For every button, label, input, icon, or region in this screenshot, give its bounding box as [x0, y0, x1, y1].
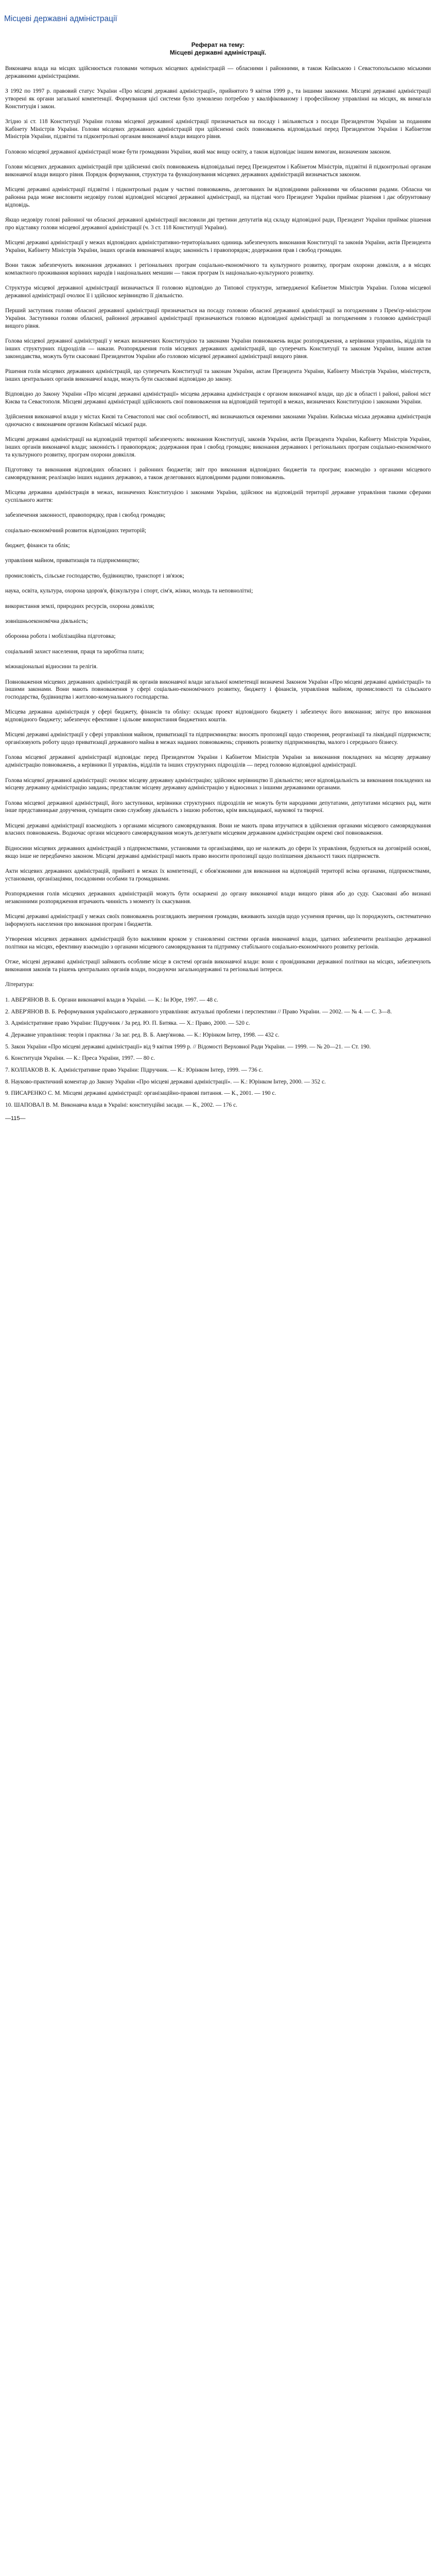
heading-line-2: Місцеві державні адміністрації. — [169, 49, 267, 56]
literature-item: 6. Конституція України. — К.: Преса України, 1997. — 80 с. — [5, 1055, 155, 1062]
paragraph: З 1992 по 1997 р. правовий статус України «Про місцеві державні адміністрації», прийнятого 9 квітня 1999 р., та іншими законами. Місцеві державні адміністрації утворені як органи загальної компетенції. Формування цієї системи було зумовлено потребою у кваліфікованому і професійному управлінні на місцях, як вимагала Конституція і закон. — [5, 88, 431, 110]
literature-heading: Література: — [5, 981, 34, 988]
paragraph: Місцева державна адміністрація у сфері бюджету, фінансів та обліку: складає проект відповідного бюджету і забезпечує його виконання; звітує про виконання відповідного бюджету; забезпечує ефективне і цільове використання бюджетних коштів. — [5, 709, 431, 723]
paragraph: Відповідно до Закону України «Про місцеві державні адміністрації» місцева державна адміністрація є органом виконавчої влади, що діє в області і районі, районі міст Києва та Севастополя. Місцеві державні адміністрації здійснюють свої повноваження на відповідній території в межах, визначених Конституцією і законами України. — [5, 391, 431, 405]
paragraphs — [5, 65, 431, 974]
paragraph: Відносини місцевих державних адміністрацій з підприємствами, установами та організаціями, що не належать до сфери їх управління, будуються на договірній основі, якщо інше не передбачено законом. Місцеві державні адміністрації мають право вносити пропозиції щодо поліпшення діяльності таких підприємств. — [5, 845, 431, 859]
page-title: Місцеві державні адміністрації — [4, 14, 117, 23]
literature-list — [5, 996, 431, 1109]
paragraph: міжнаціональні відносини та релігія. — [5, 664, 98, 670]
paragraph: Згідно зі ст. 118 Конституції України голова місцевої державної адміністрації призначається на посаду і звільняється з посади Президентом України за поданням Кабінету Міністрів України. Голови місцевих державних адміністрацій при здійсненні своїх повноважень відповідальні перед Президентом України і Кабінетом Міністрів України, підзвітні та підконтрольні органам виконавчої влади вищого рівня. — [5, 118, 431, 140]
paragraph: наука, освіта, культура, охорона здоров'я, фізкультура і спорт, сім'я, жінки, молодь та неповнолітні; — [5, 588, 253, 595]
paragraph: Місцеві державні адміністрації у сфері управління майном, приватизації та підприємництва: вносять пропозиції щодо створення, реорганізації та ліквідації підприємств; організовують роботу щодо приватизації державного майна в межах наданих повноважень; сприяють розвитку підприємництва, малого і середнього бізнесу. — [5, 732, 431, 746]
paragraph: зовнішньоекономічна діяльність; — [5, 618, 88, 624]
paragraph: Вони також забезпечують виконання державних і регіональних програм соціально-економічного та культурного розвитку, програм охорони довкілля, а в місцях компактного проживання корінних народів і національних меншин — також програм їх національно-культурного розвитку. — [5, 262, 431, 276]
document-heading — [5, 41, 431, 57]
heading-line-1: Реферат на тему: — [191, 41, 245, 48]
paragraph: управління майном, приватизація та підприємництво; — [5, 557, 139, 564]
literature-item: 8. Науково-практичний коментар до Закону України «Про місцеві державні адміністрації». — К.: Юрінком Інтер, 2000. — 352 с. — [5, 1078, 326, 1085]
literature-item: 1. АВЕР'ЯНОВ В. Б. Органи виконавчої влади в Україні. — К.: Ін Юре, 1997. — 48 с. — [5, 996, 218, 1003]
paragraph: Виконавча влада на місцях здійснюється головами чотирьох місцевих адміністрацій — обласними і районними, в також Київською і Севастопольською міськими державними адміністраціями. — [5, 65, 431, 79]
paragraph: Розпорядження голів місцевих державних адміністрацій можуть бути оскаржені до органу виконавчої влади вищого рівня або до суду. Скасовані або визнані незаконними розпорядження втрачають чинність з моменту їх скасування. — [5, 891, 431, 905]
paragraph: Перший заступник голови обласної державної адміністрації призначається на посаду головою обласної державної адміністрації за погодженням з Прем'єр-міністром України. Заступники голови обласної, районної державної адміністрації призначаються головою відповідної адміністрації за погодженням з головою адміністрації вищого рівня. — [5, 308, 431, 329]
paragraph: Отже, місцеві державні адміністрації займають особливе місце в системі органів виконавчої влади: вони є провідниками державної політики на місцях, забезпечують виконання законів та рішень центральних органів влади, поєднуючи загальнодержавні та регіональні інтереси. — [5, 959, 431, 973]
paragraph: Підготовку та виконання відповідних обласних і районних бюджетів; звіт про виконання відповідних бюджетів та програм; взаємодію з органами місцевого самоврядування; реалізацію інших наданих державою, а також делегованих відповідними радами повноважень. — [5, 467, 431, 481]
paragraph: Акти місцевих державних адміністрацій, прийняті в межах їх компетенції, є обов'язковими для виконання на відповідній території всіма органами, підприємствами, установами, організаціями, посадовими особами та громадянами. — [5, 868, 431, 882]
paragraph: забезпечення законності, правопорядку, прав і свобод громадян; — [5, 512, 166, 519]
paragraph: Місцеві державні адміністрації на відповідній території забезпечують: виконання Конституції, законів України, актів Президента України, Кабінету Міністрів України, інших органів виконавчої влади; законність і правопорядок; додержання прав і свобод громадян; виконання державних і регіональних програм соціально-економічного та культурного розвитку, програм охорони довкілля. — [5, 436, 431, 458]
document-body — [0, 24, 436, 1122]
literature-item: 9. ПИСАРЕНКО С. М. Місцеві державні адміністрації: організаційно-правові питання. — К., 2001. — 190 с. — [5, 1090, 276, 1097]
paragraph: оборонна робота і мобілізаційна підготовка; — [5, 633, 116, 640]
paragraph: Місцеві державні адміністрації підзвітні і підконтрольні радам у частині повноважень, делегованих їм відповідними районними чи обласними радами. Обласна чи районна рада може висловити недовіру голові відповідної місцевої державної адміністрації, на підставі чого Президент України приймає рішення і дає обґрунтовану відповідь. — [5, 187, 431, 208]
paragraph: промисловість, сільське господарство, будівництво, транспорт і зв'язок; — [5, 572, 184, 579]
literature-item: 4. Державне управління: теорія і практика / За заг. ред. В. Б. Авер'янова. — К.: Юрінком Інтер, 1998. — 432 с. — [5, 1031, 280, 1038]
paragraph: Головою місцевої державної адміністрації може бути громадянин України, який має вищу освіту, а також відповідає іншим вимогам, визначеним законом. — [5, 148, 391, 155]
paragraph: бюджет, фінанси та облік; — [5, 542, 70, 549]
page-header — [0, 0, 436, 24]
paragraph: соціальний захист населення, праця та заробітна плата; — [5, 648, 144, 655]
literature-item: 3. Адміністративне право України: Підручник / За ред. Ю. П. Битяка. — Х.: Право, 2000. — 520 с. — [5, 1020, 250, 1027]
paragraph: Повноваження місцевих державних адміністрацій як органів виконавчої влади загальної компетенції визначені Законом України «Про місцеві державні адміністрації» та іншими законами. Вони мають повноваження у сфері соціально-економічного розвитку, бюджету і фінансів, управління майном, промисловості та сільського господарства, будівництва і житлово-комунального господарства. — [5, 679, 431, 700]
literature-item: 10. ШАПОВАЛ В. М. Виконавча влада в Україні: конституційні засади. — К., 2002. — 176 с. — [5, 1102, 237, 1109]
paragraph: Місцеві державні адміністрації взаємодіють з органами місцевого самоврядування. Вони не мають права втручатися в здійснення органами місцевого самоврядування власних повноважень. Водночас органи місцевого самоврядування можуть делегувати місцевим державним адміністраціям окремі свої повноваження. — [5, 822, 431, 837]
paragraph: Голова місцевої державної адміністрації: очолює місцеву державну адміністрацію; здійснює керівництво її діяльністю; несе відповідальність за виконання покладених на місцеву державну адміністрацію завдань; представляє місцеву державну адміністрацію у відносинах з іншими державними органами. — [5, 777, 431, 791]
literature-item: 5. Закон України «Про місцеві державні адміністрації» від 9 квітня 1999 р. // Відомості Верховної Ради України. — 1999. — № 20—21. — Ст. 190. — [5, 1043, 371, 1050]
paragraph: Місцеві державні адміністрації у межах своїх повноважень розглядають звернення громадян, вживають заходів щодо усунення причин, що їх породжують, систематично інформують населення про виконання програм і бюджетів. — [5, 913, 431, 927]
paragraph: Рішення голів місцевих державних адміністрацій, що суперечать Конституції та законам України, актам Президента України, Кабінету Міністрів України, міністерств, інших центральних органів виконавчої влади, можуть бути скасовані відповідно до закону. — [5, 368, 431, 382]
paragraph: Місцеві державні адміністрації у межах відповідних адміністративно-територіальних одиниць забезпечують виконання Конституції та законів України, актів Президента України, Кабінету Міністрів України, інших органів виконавчої влади; законність і правопорядок; додержання прав і свобод громадян. — [5, 240, 431, 253]
paragraph: Утворення місцевих державних адміністрацій було важливим кроком у становленні системи органів виконавчої влади, здатних забезпечити реалізацію державної політики на місцях, ефективну взаємодію з органами місцевого самоврядування та підтримку стабільного соціально-економічного розвитку регіонів. — [5, 936, 431, 950]
paragraph: соціально-економічний розвиток відповідних територій; — [5, 527, 147, 534]
paragraph: Місцева державна адміністрація в межах, визначених Конституцією і законами України, здійснює на відповідній території державне управління такими сферами суспільного життя: — [5, 489, 431, 503]
paragraph: Голова місцевої державної адміністрації відповідає перед Президентом України і Кабінетом Міністрів України за виконання покладених на місцеву державну адміністрацію повноважень, а керівники її управлінь, відділів та інших структурних підрозділів — перед головою відповідної адміністрації. — [5, 754, 431, 769]
literature-item: 7. КОЛПАКОВ В. К. Адміністративне право України: Підручник. — К.: Юрінком Інтер, 1999. — 736 с. — [5, 1067, 263, 1074]
paragraph: Голова місцевої державної адміністрації у межах визначених Конституцією та законами України повноважень видає розпорядження, а керівники управлінь, відділів та інших структурних підрозділів — накази. Розпорядження голів місцевих державних адміністрацій, що суперечать Конституції та законам України, іншим актам законодавства, можуть бути скасовані Президентом України або головою місцевої державної адміністрації вищого рівня. — [5, 338, 431, 360]
paragraph: Голова місцевої державної адміністрації, його заступники, керівники структурних підрозділів не можуть бути народними депутатами, депутатами місцевих рад, мати інше представницьке доручення, суміщати свою службову діяльність з іншою роботою, крім викладацької, наукової та творчої. — [5, 800, 431, 814]
paragraph: Якщо недовіру голові районної чи обласної державної адміністрації висловили дві третини депутатів від складу відповідної ради, Президент України приймає рішення про відставку голови місцевої державної адміністрації (ч. 3 ст. 118 Конституції України). — [5, 216, 431, 231]
paragraph: Структура місцевої державної адміністрації визначається її головою відповідно до Типової структури, затвердженої Кабінетом Міністрів України. Голова місцевої державної адміністрації очолює її і здійснює керівництво її діяльністю. — [5, 285, 431, 299]
paragraph: Голови місцевих державних адміністрацій при здійсненні своїх повноважень відповідальні перед Президентом і Кабінетом Міністрів, підзвітні й підконтрольні органам виконавчої влади вищого рівня. Порядок формування, структура та функціонування місцевих державних адміністрацій визначається законом. — [5, 164, 431, 178]
page-number: —115— — [5, 1115, 26, 1122]
paragraph: використання землі, природних ресурсів, охорона довкілля; — [5, 603, 154, 609]
paragraph: Здійснення виконавчої влади у містах Києві та Севастополі має свої особливості, які визначаються окремими законами України. Київська міська державна адміністрація одночасно є виконавчим органом Київської міської ради. — [5, 414, 431, 428]
literature-item: 2. АВЕР'ЯНОВ В. Б. Реформування українського державного управління: актуальні проблеми і перспективи // Право України. — 2002. — № 4. — С. 3—8. — [5, 1008, 392, 1015]
